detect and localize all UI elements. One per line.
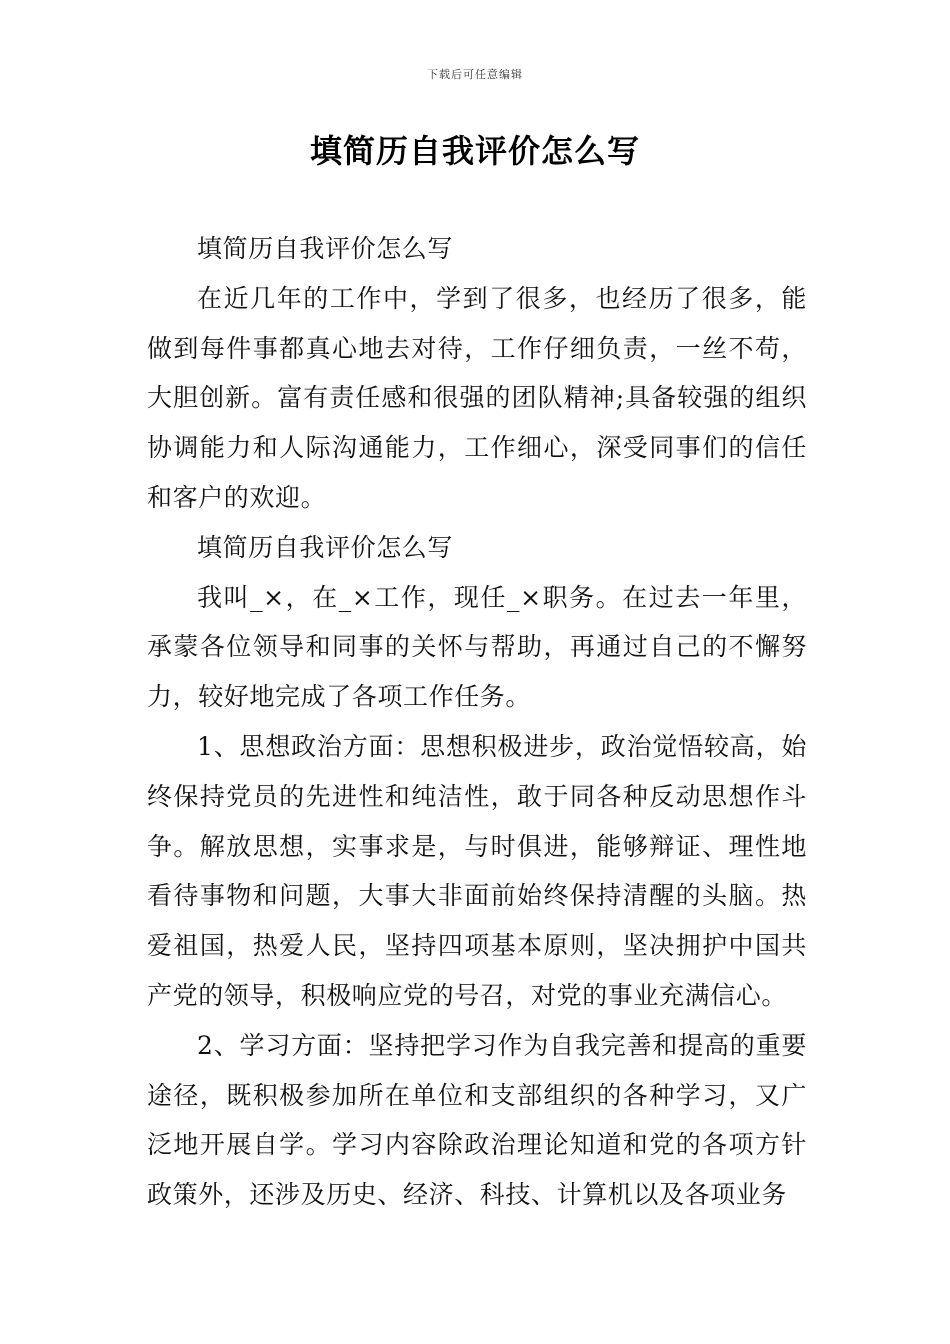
body-paragraph: 1、思想政治方面：思想积极进步，政治觉悟较高，始终保持党员的先进性和纯洁性，敢于同各种反动思想作斗争。解放思想，实事求是，与时俱进，能够辩证、理性地看待事物和问题，大事大非面前始终保持清醒的头脑。热爱祖国，热爱人民，坚持四项基本原则，坚决拥护中国共产党的领导，积极响应党的号召，对党的事业充满信心。 bbox=[147, 731, 807, 1010]
body-paragraph: 在近几年的工作中，学到了很多，也经历了很多，能做到每件事都真心地去对待，工作仔细负责，一丝不苟，大胆创新。富有责任感和很强的团队精神;具备较强的组织协调能力和人际沟通能力，工作细心，深受同事们的信任和客户的欢迎。 bbox=[147, 283, 807, 512]
body-paragraph: 填简历自我评价怎么写 bbox=[197, 234, 454, 263]
header-note: 下载后可任意编辑 bbox=[427, 68, 523, 81]
document-body bbox=[147, 224, 807, 1220]
body-paragraph: 2、学习方面：坚持把学习作为自我完善和提高的重要途径，既积极参加所在单位和支部组织的各种学习，又广泛地开展自学。学习内容除政治理论知道和党的各项方针政策外，还涉及历史、经济、科技、计算机以及各项业务 bbox=[147, 1030, 807, 1210]
document-title: 填简历自我评价怎么写 bbox=[309, 132, 640, 170]
body-paragraph: 我叫_×，在_×工作，现任_×职务。在过去一年里，承蒙各位领导和同事的关怀与帮助，再通过自己的不懈努力，较好地完成了各项工作任务。 bbox=[147, 582, 807, 712]
body-paragraph: 填简历自我评价怎么写 bbox=[197, 532, 454, 562]
